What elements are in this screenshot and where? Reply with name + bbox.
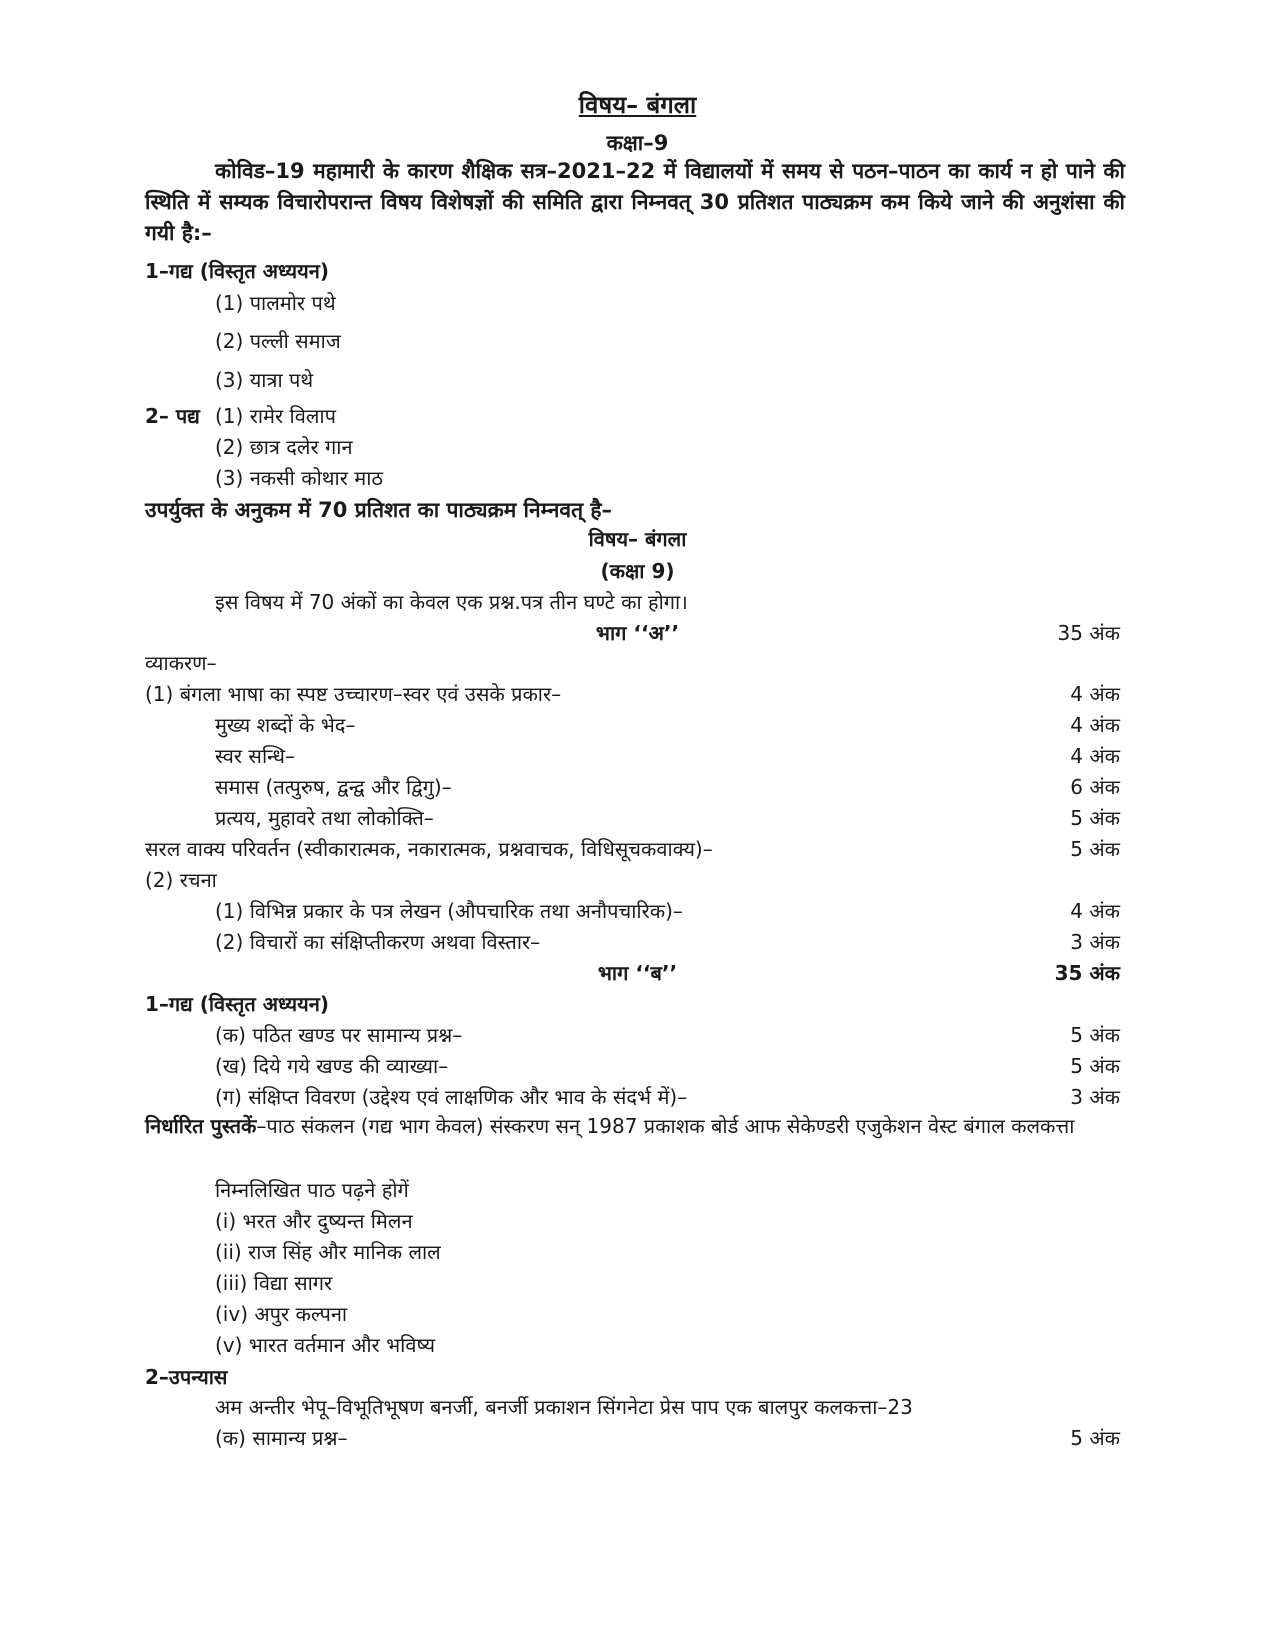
lesson-item: (ii) राज सिंह और मानिक लाल xyxy=(215,1240,441,1264)
novel-question-item: (क) सामान्य प्रश्न– xyxy=(215,1426,348,1450)
grammar-item: समास (तत्पुरुष, द्वन्द्व और द्विगु)– xyxy=(215,775,452,799)
prose-question-item: (ख) दिये गये खण्ड की व्याख्या– xyxy=(215,1054,449,1078)
composition-item: (2) विचारों का संक्षिप्तीकरण अथवा विस्तार– xyxy=(215,930,541,954)
lesson-item: (iv) अपुर कल्पना xyxy=(215,1302,348,1326)
grammar-item: सरल वाक्य परिवर्तन (स्वीकारात्मक, नकारात्मक, प्रश्नवाचक, विधिसूचकवाक्य)– xyxy=(145,837,713,861)
part-b-prose-heading: 1–गद्य (विस्तृत अध्ययन) xyxy=(145,992,329,1016)
paper-note: इस विषय में 70 अंकों का केवल एक प्रश्न.पत्र तीन घण्टे का होगा। xyxy=(215,590,688,614)
grammar-marks: 4 अंक xyxy=(1070,713,1120,737)
lesson-item: (v) भारत वर्तमान और भविष्य xyxy=(215,1333,436,1357)
reduced-prose-item: (3) यात्रा पथे xyxy=(215,368,314,392)
composition-heading: (2) रचना xyxy=(145,868,217,892)
part-a-title: भाग ‘‘अ’’ xyxy=(595,621,680,645)
grammar-item: (1) बंगला भाषा का स्पष्ट उच्चारण–स्वर एवं उसके प्रकार– xyxy=(145,682,562,706)
prose-question-marks: 5 अंक xyxy=(1070,1054,1120,1078)
grammar-heading: व्याकरण– xyxy=(145,651,217,675)
reduced-poetry-item: (2) छात्र दलेर गान xyxy=(215,435,353,459)
prescribed-books-text: –पाठ संकलन (गद्य भाग केवल) संस्करण सन् 1987 प्रकाशक बोर्ड आफ सेकेण्डरी एजुकेशन वेस्ट बंगाल कलकत्ता xyxy=(256,1114,1075,1138)
composition-marks: 4 अंक xyxy=(1070,899,1120,923)
prose-question-marks: 5 अंक xyxy=(1070,1023,1120,1047)
subject-title: विषय– बंगला xyxy=(578,91,697,119)
novel-text: अम अन्तीर भेपू–विभूतिभूषण बनर्जी, बनर्जी प्रकाशन सिंगनेटा प्रेस पाप एक बालपुर कलकत्ता–23 xyxy=(215,1395,913,1419)
intro-paragraph: कोविड–19 महामारी के कारण शैक्षिक सत्र–2021–22 में विद्यालयों में समय से पठन–पाठन का कार्य न हो पाने की स्थिति में सम्यक विचारोपरान्त विषय विशेषज्ञों की समिति द्वारा निम्नवत् 30 प्रतिशत पाठ्यक्रम कम किये जाने की अनुशंसा की गयी है:– xyxy=(145,159,1125,245)
syllabus-class: (कक्षा 9) xyxy=(600,559,675,583)
class-title: कक्षा–9 xyxy=(606,131,669,155)
reduced-poetry-item: (1) रामेर विलाप xyxy=(215,404,336,428)
syllabus-subject: विषय– बंगला xyxy=(588,527,687,551)
reduced-prose-item: (2) पल्ली समाज xyxy=(215,329,341,353)
prescribed-books xyxy=(145,1112,1125,1140)
prose-question-item: (क) पठित खण्ड पर सामान्य प्रश्न– xyxy=(215,1023,463,1047)
reduced-poetry-heading: 2– पद्य xyxy=(145,404,200,428)
lesson-item: (i) भरत और दुष्यन्त मिलन xyxy=(215,1209,413,1233)
grammar-item: प्रत्यय, मुहावरे तथा लोकोक्ति– xyxy=(215,806,434,830)
grammar-marks: 5 अंक xyxy=(1070,837,1120,861)
grammar-marks: 6 अंक xyxy=(1070,775,1120,799)
novel-question-marks: 5 अंक xyxy=(1070,1426,1120,1450)
reduced-poetry-item: (3) नकसी कोथार माठ xyxy=(215,466,384,490)
grammar-marks: 4 अंक xyxy=(1070,682,1120,706)
composition-item: (1) विभिन्न प्रकार के पत्र लेखन (औपचारिक तथा अनौपचारिक)– xyxy=(215,899,683,923)
grammar-marks: 5 अंक xyxy=(1070,806,1120,830)
syllabus-heading: उपर्युक्त के अनुकम में 70 प्रतिशत का पाठ्यक्रम निम्नवत् है– xyxy=(145,498,612,522)
lessons-intro: निम्नलिखित पाठ पढ़ने होगें xyxy=(215,1178,409,1202)
prescribed-books-label: निर्धारित पुस्तकें xyxy=(145,1114,257,1138)
reduced-prose-heading: 1–गद्य (विस्तृत अध्ययन) xyxy=(145,259,329,283)
composition-marks: 3 अंक xyxy=(1070,930,1120,954)
part-b-marks: 35 अंक xyxy=(1054,961,1120,985)
novel-heading: 2–उपन्यास xyxy=(145,1365,228,1389)
part-b-title: भाग ‘‘ब’’ xyxy=(597,961,678,985)
lesson-item: (iii) विद्या सागर xyxy=(215,1271,333,1295)
prose-question-marks: 3 अंक xyxy=(1070,1085,1120,1109)
reduced-prose-item: (1) पालमोर पथे xyxy=(215,291,336,315)
grammar-item: मुख्य शब्दों के भेद– xyxy=(215,713,356,737)
prose-question-item: (ग) संक्षिप्त विवरण (उद्देश्य एवं लाक्षणिक और भाव के संदर्भ में)– xyxy=(215,1085,688,1109)
grammar-marks: 4 अंक xyxy=(1070,744,1120,768)
part-a-marks: 35 अंक xyxy=(1057,621,1120,645)
grammar-item: स्वर सन्धि– xyxy=(215,744,295,768)
